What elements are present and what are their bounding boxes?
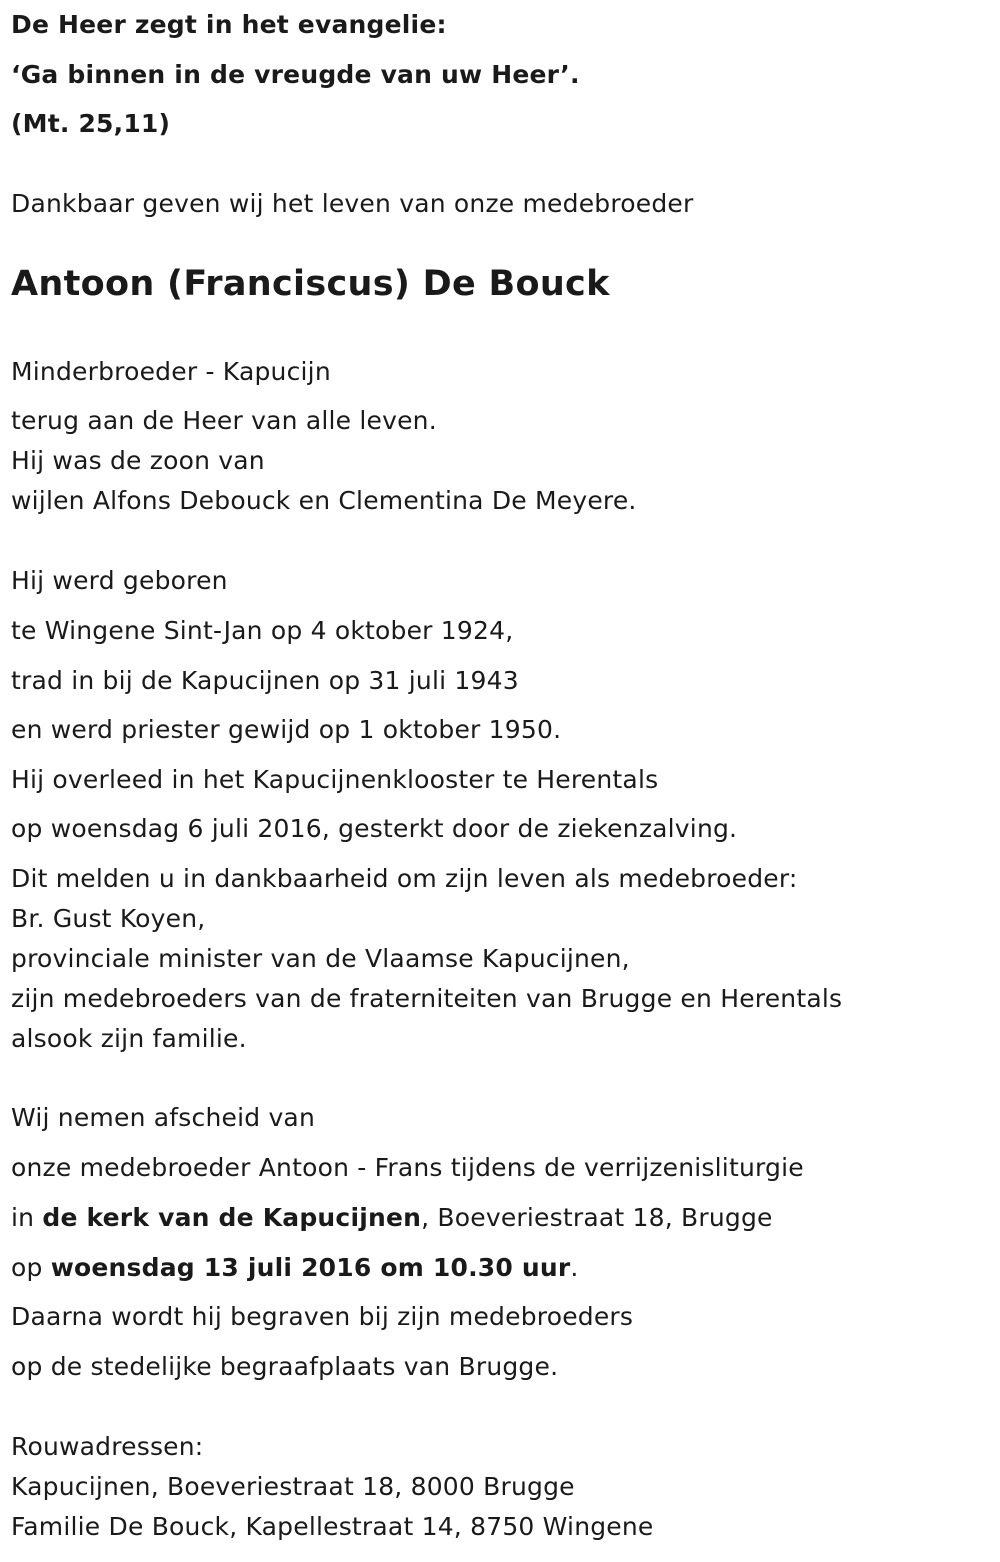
farewell-line-5: Daarna wordt hij begraven bij zijn medebroeders [11,1302,634,1331]
life-line-2: te Wingene Sint-Jan op 4 oktober 1924, [11,616,514,645]
quote-reference: (Mt. 25,11) [11,109,171,138]
farewell-line-6: op de stedelijke begraafplaats van Brugge. [11,1352,559,1381]
life-line-1: Hij werd geboren [11,566,228,595]
farewell-line-3-prefix: in [11,1203,43,1232]
announcement-line-5: alsook zijn familie. [11,1024,247,1053]
announcement-line-2: Br. Gust Koyen, [11,904,206,933]
farewell-line-1: Wij nemen afscheid van [11,1103,315,1132]
address-line-2: Familie De Bouck, Kapellestraat 14, 8750 Wingene [11,1512,654,1541]
life-line-4: en werd priester gewijd op 1 oktober 1950. [11,715,562,744]
quote-line-2: ‘Ga binnen in de vreugde van uw Heer’. [11,60,580,89]
bio-line-2: Hij was de zoon van [11,446,265,475]
announcement-line-1: Dit melden u in dankbaarheid om zijn leven als medebroeder: [11,864,798,893]
addresses-heading: Rouwadressen: [11,1432,204,1461]
farewell-line-3-suffix: , Boeveriestraat 18, Brugge [421,1203,773,1232]
quote-line-1: De Heer zegt in het evangelie: [11,10,447,39]
farewell-line-2: onze medebroeder Antoon - Frans tijdens de verrijzenisliturgie [11,1153,804,1182]
church-name: de kerk van de Kapucijnen [42,1203,422,1232]
bio-line-3: wijlen Alfons Debouck en Clementina De Meyere. [11,486,637,515]
announcement-line-3: provinciale minister van de Vlaamse Kapucijnen, [11,944,630,973]
life-line-6: op woensdag 6 juli 2016, gesterkt door de ziekenzalving. [11,814,738,843]
life-line-5: Hij overleed in het Kapucijnenklooster te Herentals [11,765,659,794]
farewell-line-4 [11,1253,579,1283]
announcement-line-4: zijn medebroeders van de fraterniteiten van Brugge en Herentals [11,984,843,1013]
deceased-name: Antoon (Franciscus) De Bouck [11,264,610,304]
farewell-line-4-suffix: . [570,1253,579,1282]
farewell-line-3 [11,1203,773,1233]
bio-line-1: terug aan de Heer van alle leven. [11,406,437,435]
life-line-3: trad in bij de Kapucijnen op 31 juli 1943 [11,666,519,695]
intro-text: Dankbaar geven wij het leven van onze medebroeder [11,189,694,218]
farewell-line-4-prefix: op [11,1253,51,1282]
deceased-title: Minderbroeder - Kapucijn [11,357,331,386]
address-line-1: Kapucijnen, Boeveriestraat 18, 8000 Brugge [11,1472,575,1501]
ceremony-datetime: woensdag 13 juli 2016 om 10.30 uur [50,1253,571,1282]
